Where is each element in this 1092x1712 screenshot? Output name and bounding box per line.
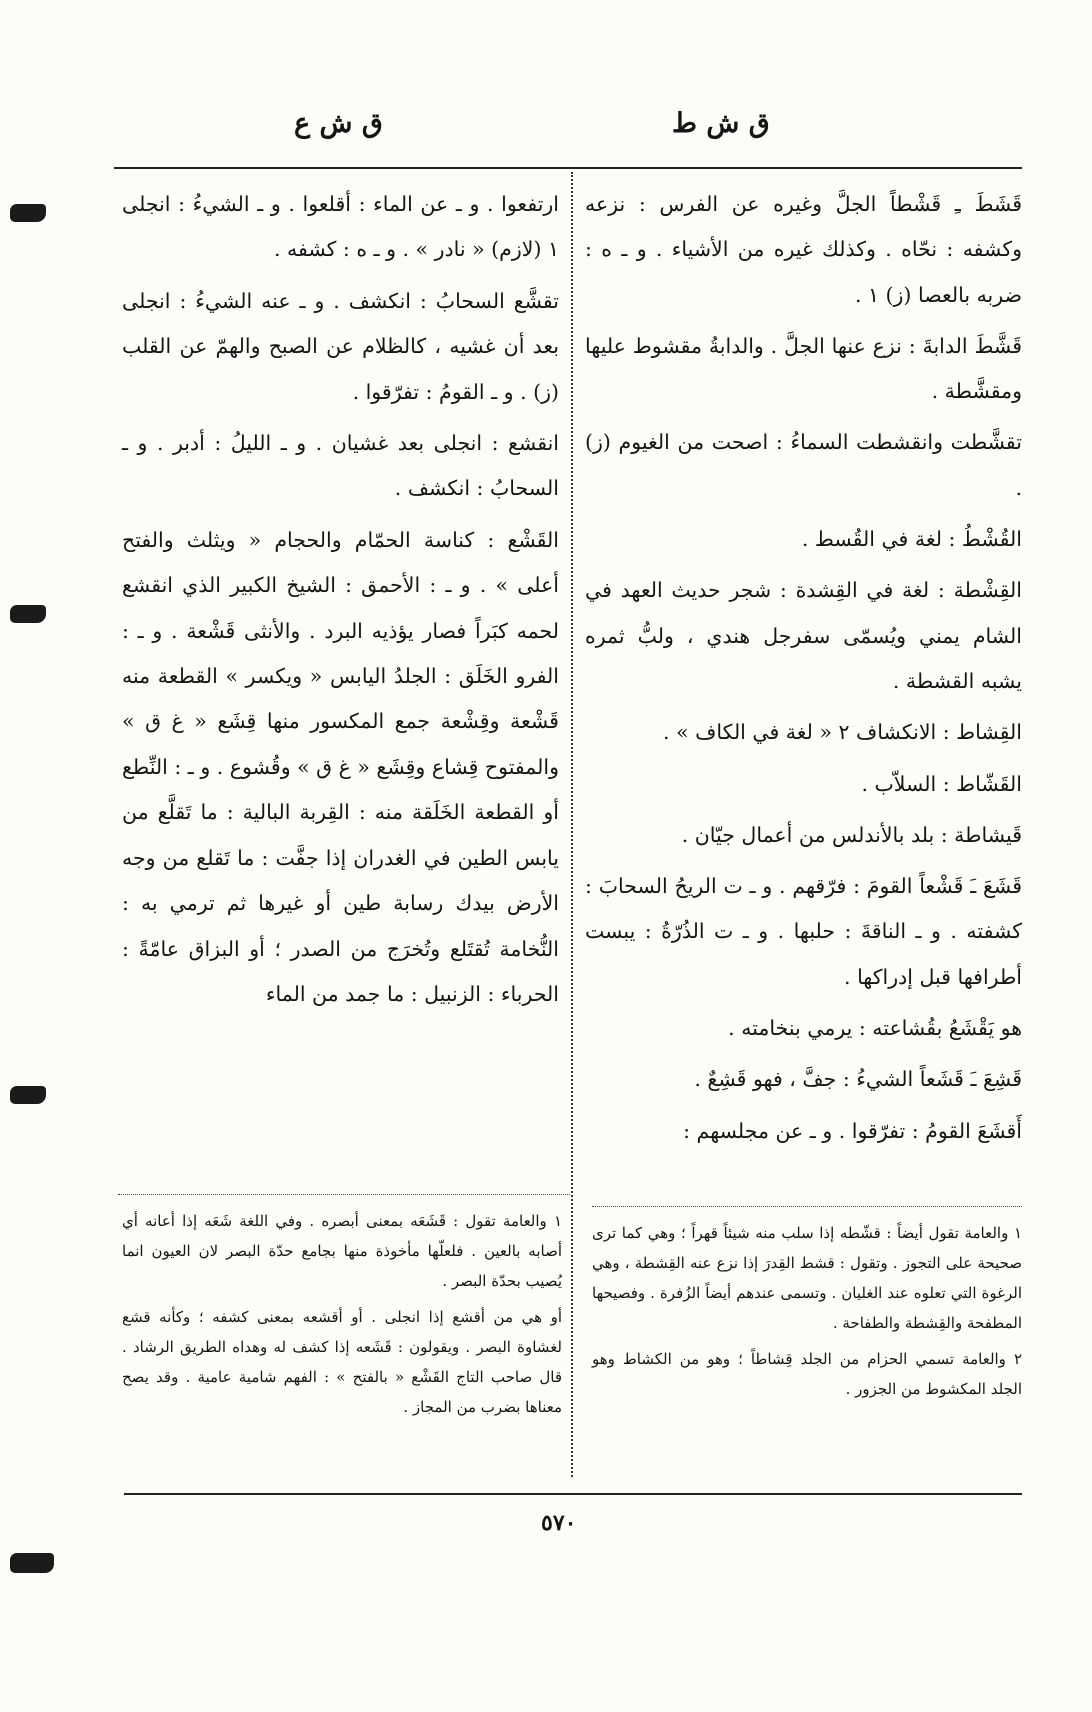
footnotes-left [122, 1206, 562, 1428]
entry-aqshaa: أَقشَعَ القومُ : تفرّقوا . و ـ عن مجلسهم : [683, 1118, 1022, 1143]
entry-alqashshat: القَشّاط : السلاّب . [861, 771, 1022, 796]
entry-alqash: القَشْع : كناسة الحمّام والحجام « ويثلث والفتح أعلى » . و ـ : الأحمق : الشيخ الكبير الذي انقشع لحمه كبَراً فصار يؤذيه البرد . والأنثى قَشْعة . و ـ : الفرو الخَلَق : الجلدُ اليابس « ويكسر » القطعة منه قَشْعة وقِشْعة جمع المكسور منها قِشَع « غ ق » والمفتوح قِشاع وقِشَع « غ ق » وقُشوع . و ـ : النِّطع أو القطعة الخَلَقة منه : القِربة البالية : ما تَقلَّع من يابس الطين في الغدران إذا جفَّت : ما تَقلع من وجه الأرض بيدك رسابة طين أو غيرها ثم ترمي به : النُّخامة تُقتَلع وتُخرَج من الصدر ؛ أو البزاق عامّةً : الحرباء : الزنبيل : ما جمد من الماء [122, 527, 559, 1006]
footnote-left-2: أو هي من أقشع إذا انجلى . أو أقشعه بمعنى كشفه ؛ وكأنه قشع لغشاوة البصر . ويقولون : قَشَعه إذا كشف له وهداه الطريق الرشاد . قال صاحب التاج القَشْع « بالفتح » : الفهم شامية عامية . وقد يصح معناها بضرب من المجاز . [122, 1308, 562, 1416]
column-divider [571, 172, 573, 1477]
page-number: ٥٧٠ [541, 1510, 577, 1536]
left-column [122, 182, 559, 1023]
footnote-rule-left [118, 1194, 570, 1195]
entry-inqashaa: انقشع : انجلى بعد غشيان . و ـ الليلُ : أدبر . و ـ السحابُ : انكشف . [122, 431, 559, 501]
entry-aqshaa-cont: ارتفعوا . و ـ عن الماء : أقلعوا . و ـ الشيءُ : انجلى ١ (لازم) « نادر » . و ـ ه : كشفه . [122, 192, 559, 262]
footnote-left-1: ١ والعامة تقول : قَشَعَه بمعنى أبصره . وفي اللغة شَعَه إذا أعانه أي أصابه بالعين . فلعلّها مأخوذة منها بجامع حدّة البصر لان العيون انما يُصيب بحدّة البصر . [122, 1212, 562, 1290]
entry-qashshata: قَشَّطَ الدابةَ : نزع عنها الجلَّ . والدابةُ مقشوط عليها ومقشَّطة . [585, 333, 1022, 404]
ink-blot-mark [10, 1086, 46, 1104]
footnote-right-1: ١ والعامة تقول أيضاً : قشّطه إذا سلب منه شيئاً قهراً ؛ وهي كما ترى صحيحة على التجوز . وتقول : قشط القِدرَ إذا نزع عنه القِشطة ، وهي الرغوة التي تعلوه عند الغليان . وتسمى عندهم أيضاً الزُفرة . وفصيحها المطفحة والقِشطة والطفاحة . [592, 1224, 1022, 1332]
entry-qashaa: قَشَعَ ـَ قَشْعاً القومَ : فرّقهم . و ـ ت الريحُ السحابَ : كشفته . و ـ الناقةَ : حلبها . و ـ ت الذُرّةُ : يبست أطرافها قبل إدراكها . [585, 874, 1022, 989]
entry-taqashshatat: تقشَّطت وانقشطت السماءُ : اصحت من الغيوم (ز) . [585, 430, 1022, 500]
entry-alqusht: القُشْطُ : لغة في القُسط . [801, 527, 1022, 552]
ink-blot-mark [10, 204, 46, 222]
entry-qashia: قَشِعَ ـَ قَشَعاً الشيءُ : جفَّ ، فهو قَشِعٌ . [694, 1067, 1022, 1092]
footnote-right-2: ٢ والعامة تسمي الحزام من الجلد قِشاطاً ؛ وهو من الكشاط وهو الجلد المكشوط من الجزور . [592, 1350, 1022, 1398]
footnotes-right [592, 1218, 1022, 1410]
entry-qayshata: قَيشاطة : بلد بالأندلس من أعمال جيّان . [681, 822, 1022, 847]
header-rule [114, 167, 1022, 169]
entry-alqishta: القِشْطة : لغة في القِشدة : شجر حديث العهد في الشام يمني ويُسمّى سفرجل هندي ، ولبُّ ثمره يشبه القشطة . [585, 578, 1022, 693]
footer-rule [124, 1493, 1022, 1495]
entry-qashata: قَشَطَ ـِ قَشْطاً الجلَّ وغيره عن الفرس : نزعه وكشفه : نحّاه . وكذلك غيره من الأشياء . و ـ ه : ضربه بالعصا (ز) ١ . [585, 192, 1022, 307]
ink-blot-mark [10, 1553, 54, 1573]
entry-taqashshaa: تقشَّع السحابُ : انكشف . و ـ عنه الشيءُ : انجلى بعد أن غشيه ، كالظلام عن الصبح والهمّ عن القلب (ز) . و ـ القومُ : تفرّقوا . [122, 288, 559, 404]
footnote-rule-right [592, 1206, 1022, 1207]
header-left-root: ق ش ع [294, 108, 383, 139]
entry-yaqshau: هو يَقْشَعُ بقُشاعته : يرمي بنخامته . [728, 1016, 1022, 1041]
right-column [585, 182, 1022, 1160]
ink-blot-mark [10, 605, 46, 623]
header-right-root: ق ش ط [672, 108, 770, 139]
entry-alqishat: القِشاط : الانكشاف ٢ « لغة في الكاف » . [663, 720, 1022, 745]
